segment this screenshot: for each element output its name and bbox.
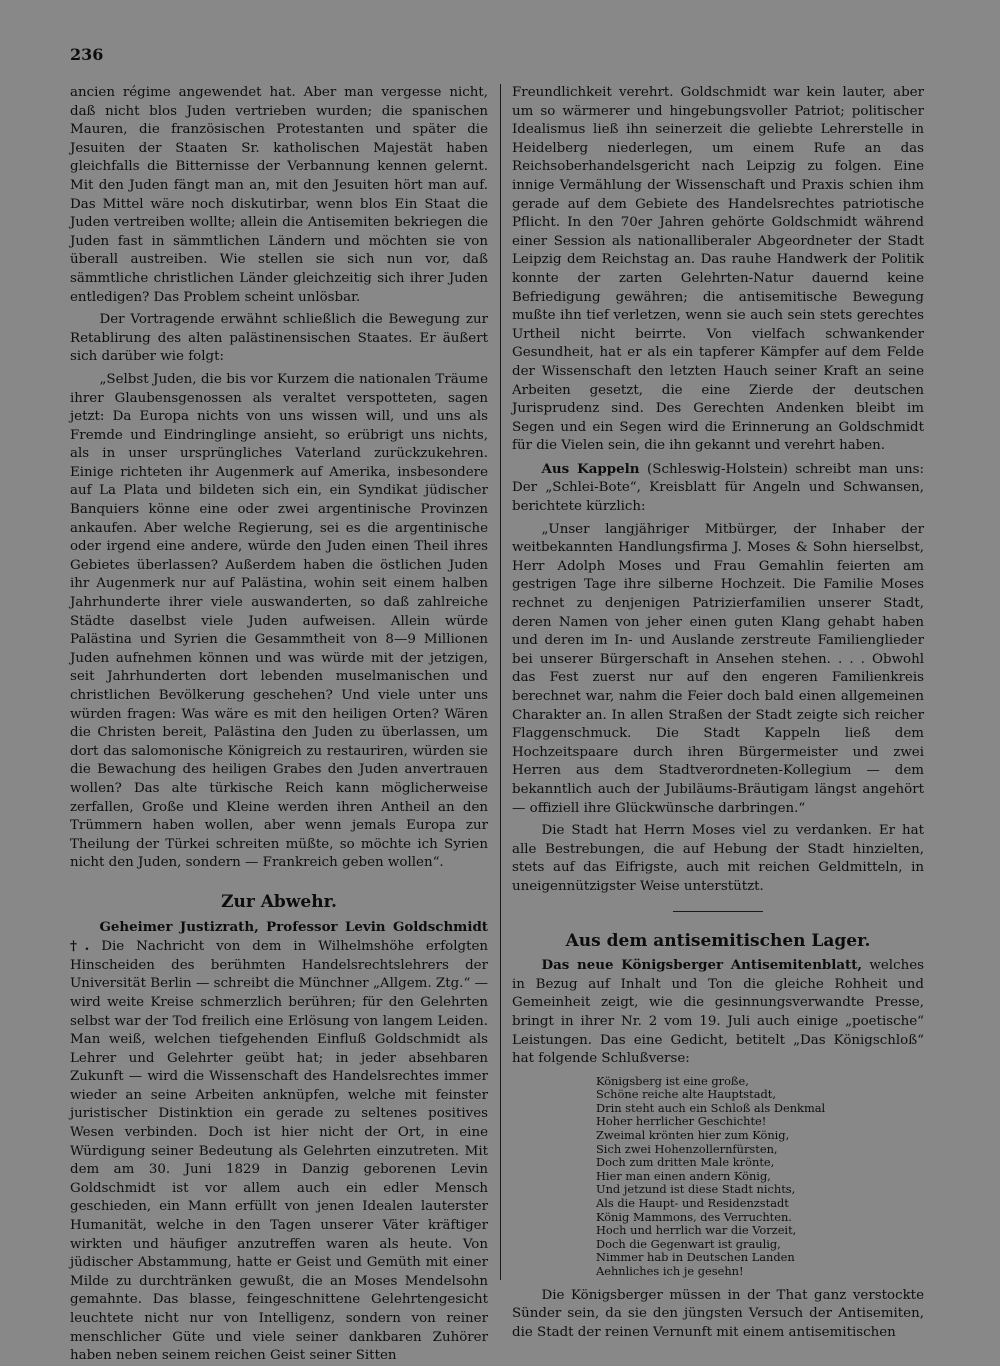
poem-line: Hier man einen andern König, xyxy=(596,1168,771,1183)
poem-line: Hoher herrlicher Geschichte! xyxy=(596,1114,767,1129)
poem-koenigschloss xyxy=(596,1075,924,1279)
poem-line: Aehnliches ich je gesehn! xyxy=(596,1264,744,1278)
poem-line: Sich zwei Hohenzollernfürsten, xyxy=(596,1141,778,1156)
right-column xyxy=(512,84,924,1342)
section-heading-antisemitisches-lager: Aus dem antisemitischen Lager. xyxy=(565,930,871,951)
poem-line: Doch die Gegenwart ist graulig, xyxy=(596,1236,781,1251)
poem-line: Nimmer hab in Deutschen Landen xyxy=(596,1250,795,1265)
poem-line: Hoch und herrlich war die Vorzeit, xyxy=(596,1223,797,1238)
paragraph-koenigsberger-blatt xyxy=(512,956,924,1069)
kappeln-lead: Aus Kappeln xyxy=(541,460,640,477)
poem-line: Doch zum dritten Male krönte, xyxy=(596,1155,775,1170)
paragraph-goldschmidt-continued: Freundlichkeit verehrt. Goldschmidt war kein lauter, aber um so wärmerer und hingebungsvoller Patriot; politischer Idealismus ließ ihn seinerzeit die geliebte Lehrerstelle in Heidelberg niederlegen, um einem Rufe an das Reichsoberhandelsgericht nach Leipzig zu folgen. Eine innige Vermählung der Wissenschaft und Praxis schien ihm gerade auf dem Gebiete des Handelsrechtes patriotische Pflicht. In den 70er Jahren gehörte Goldschmidt während einer Session als nationalliberaler Abgeordneter der Stadt Leipzig dem Reichstag an. Das rauhe Handwerk der Politik konnte der zarten Gelehrten-Natur dauernd keine Befriedigung gewähren; die antisemitische Bewegung mußte ihn tief verletzen, wenn sie auch sein stets gerechtes Urtheil nicht beirrte. Von vielfach schwankender Gesundheit, hat er als ein tapferer Kämpfer auf dem Felde der Wissenschaft den letzten Hauch seiner Kraft an seine Arbeiten gesetzt, die eine Zierde der deutschen Jurisprudenz sind. Des Gerechten Andenken bleibt im Segen und ein Segen wird die Erinnerung an Goldschmidt für die Vielen sein, die ihn gekannt und verehrt haben. xyxy=(512,85,924,454)
poem-line: Drin steht auch ein Schloß als Denkmal xyxy=(596,1100,826,1115)
koenigsberger-text: welches in Bezug auf Inhalt und Ton die gleiche Rohheit und Gemeinheit zeigt, wie die gesinnungsverwandte Presse, bringt in ihrer Nr. 2 vom 19. Juli auch einige „poetische“ Leistungen. Das eine Gedicht, betitelt „Das Königschloß“ hat folgende Schlußverse: xyxy=(512,958,924,1067)
section-separator xyxy=(673,911,763,912)
paragraph-kappeln xyxy=(512,460,924,517)
koenigsberger-lead: Das neue Königsberger Antisemitenblatt, xyxy=(541,957,863,974)
paragraph-vortragende: Der Vortragende erwähnt schließlich die Bewegung zur Retablirung des alten palästinensischen Staates. Er äußert sich darüber wie folgt: xyxy=(70,312,488,365)
section-heading-zur-abwehr: Zur Abwehr. xyxy=(221,891,337,912)
obituary-goldschmidt xyxy=(70,918,488,1366)
poem-line: Als die Haupt- und Residenzstadt xyxy=(596,1196,789,1211)
column-divider xyxy=(500,84,501,1280)
paragraph-antisemiten-vertreibung: ancien régime angewendet hat. Aber man vergesse nicht, daß nicht blos Juden vertrieben wurden; die spanischen Mauren, die französischen Protestanten und später die Jesuiten der Staaten Sr. katholischen Majestät haben gleichfalls die Bitternisse der Verbannung kennen gelernt. Mit den Juden fängt man an, mit den Jesuiten hört man auf. Das Mittel wäre noch diskutirbar, wenn blos Ein Staat die Juden vertreiben wollte; allein die Antisemiten bekriegen die Juden fast in sämmtlichen Ländern und möchten sie von überall austreiben. Wie stellen sie sich nun vor, daß sämmtliche christlichen Länder gleichzeitig sich ihrer Juden entledigen? Das Problem scheint unlösbar. xyxy=(70,85,488,305)
paragraph-stadt-moses: Die Stadt hat Herrn Moses viel zu verdanken. Er hat alle Bestrebungen, die auf Hebung der Stadt hinzielten, stets auf das Eifrigste, auch mit reichen Geldmitteln, in uneigennützigster Weise unterstützt. xyxy=(512,823,924,894)
paragraph-koenigsberger-suender: Die Königsberger müssen in der That ganz verstockte Sünder sein, da sie den jüngsten Versuch der Antisemiten, die Stadt der reinen Vernunft mit einem antisemitischen xyxy=(512,1287,924,1340)
quote-schlei-bote: „Unser langjähriger Mitbürger, der Inhaber der weitbekannten Handlungsfirma J. Moses & Sohn hierselbst, Herr Adolph Moses und Frau Gemahlin feierten am gestrigen Tage ihre silberne Hochzeit. Die Familie Moses rechnet zu denjenigen Patrizierfamilien unserer Stadt, deren Namen von jeher einen guten Klang gehabt haben und deren im In- und Auslande zerstreute Familienglieder bei unserer Bürgerschaft in Ansehen stehen. . . . Obwohl das Fest zuerst nur auf den engeren Familienkreis berechnet war, nahm die Feier doch bald einen allgemeinen Charakter an. In allen Straßen der Stadt zeigte sich reicher Flaggenschmuck. Die Stadt Kappeln ließ dem Hochzeitspaare durch ihren Bürgermeister und zwei Herren aus dem Stadtverordneten-Kollegium — dem bekanntlich auch der Jubiläums-Bräutigam längst angehört — offiziell ihre Glückwünsche darbringen.“ xyxy=(512,521,924,816)
quote-palaestina: „Selbst Juden, die bis vor Kurzem die nationalen Träume ihrer Glaubensgenossen als veraltet verspotteten, sagen jetzt: Da Europa nichts von uns wissen will, und uns als Fremde und Eindringlinge ansieht, so erübrigt uns nichts, als in unser ursprüngliches Vaterland zurückzukehren. Einige richteten ihr Augenmerk auf Amerika, insbesondere auf La Plata und bildeten sich ein, ein Syndikat jüdischer Banquiers könne eine oder zwei argentinische Provinzen ankaufen. Aber welche Regierung, sei es die argentinische oder irgend eine andere, würde den Juden einen Theil ihres Gebietes überlassen? Außerdem haben die östlichen Juden ihr Augenmerk nur auf Palästina, wohin seit einem halben Jahrhunderte ihrer viele auswanderten, so daß zahlreiche Städte daselbst viele Juden aufweisen. Allein würde Palästina und Syrien die Gesammtheit von 8—9 Millionen Juden aufnehmen können und was würde mit der jetzigen, seit Jahrhunderten dort lebenden muselmanischen und christlichen Bevölkerung geschehen? Und viele unter uns würden fragen: Was wäre es mit den heiligen Orten? Wären die Christen bereit, Palästina den Juden zu überlassen, um dort das salomonische Königreich zu restauriren, würden sie die Bewachung des heiligen Grabes den Juden anvertrauen wollen? Das alte türkische Reich kann möglicherweise zerfallen, Große und Kleine werden ihren Antheil an den Trümmern haben wollen, aber wenn jemals Europa zur Theilung der Türkei schreiten müßte, so möchte ich Syrien nicht den Juden, sondern — Frankreich geben wollen“. xyxy=(70,371,488,871)
poem-line: Und jetzund ist diese Stadt nichts, xyxy=(596,1182,796,1197)
poem-line: Königsberg ist eine große, xyxy=(596,1073,749,1088)
page-number: 236 xyxy=(70,45,104,64)
left-column xyxy=(70,84,488,1366)
obituary-title: Geheimer Justizrath, Professor Levin Goldschmidt †. xyxy=(70,918,488,955)
kappeln-text: (Schleswig-Holstein) schreibt man uns: Der „Schlei-Bote“, Kreisblatt für Angeln und Schwansen, berichtete kürzlich: xyxy=(512,461,924,515)
obituary-text: Die Nachricht von dem in Wilhelmshöhe erfolgten Hinscheiden des berühmten Handelsrechtslehrers der Universität Berlin — schreibt die Münchner „Allgem. Ztg.“ — wird weite Kreise schmerzlich berühren; für den Gelehrten selbst war der Tod freilich eine Erlösung von langem Leiden. Man weiß, welchen tiefgehenden Einfluß Goldschmidt als Lehrer und Gelehrter geübt hat; in jeder absehbaren Zukunft — wird die Wissenschaft des Handelsrechtes immer wieder an seine Arbeiten anknüpfen, welche mit feinster juristischer Distinktion ein gerade zu seltenes positives Wesen verbinden. Doch ist hier nicht der Ort, in eine Würdigung seiner Bedeutung als Gelehrten einzutreten. Mit dem am 30. Juni 1829 in Danzig geborenen Levin Goldschmidt ist vor allem auch ein edler Mensch geschieden, ein Mann erfüllt von jenen Idealen lauterster Humanität, welche in den Tagen unserer Väter kräftiger wirkten und häufiger anzutreffen waren als heute. Von jüdischer Abstammung, hatte er Geist und Gemüth mit einer Milde zu durchtränken gewußt, die an Moses Mendelsohn gemahnte. Das blasse, feingeschnittene Gelehrtengesicht leuchtete nicht nur von Intelligenz, sondern von reiner menschlicher Güte und viele seiner dankbaren Zuhörer haben neben seinem reichen Geist seiner Sitten xyxy=(70,939,488,1364)
poem-line: Zweimal krönten hier zum König, xyxy=(596,1128,790,1143)
poem-line: König Mammons, des Verruchten. xyxy=(596,1209,792,1224)
poem-line: Schöne reiche alte Hauptstadt, xyxy=(596,1087,776,1102)
